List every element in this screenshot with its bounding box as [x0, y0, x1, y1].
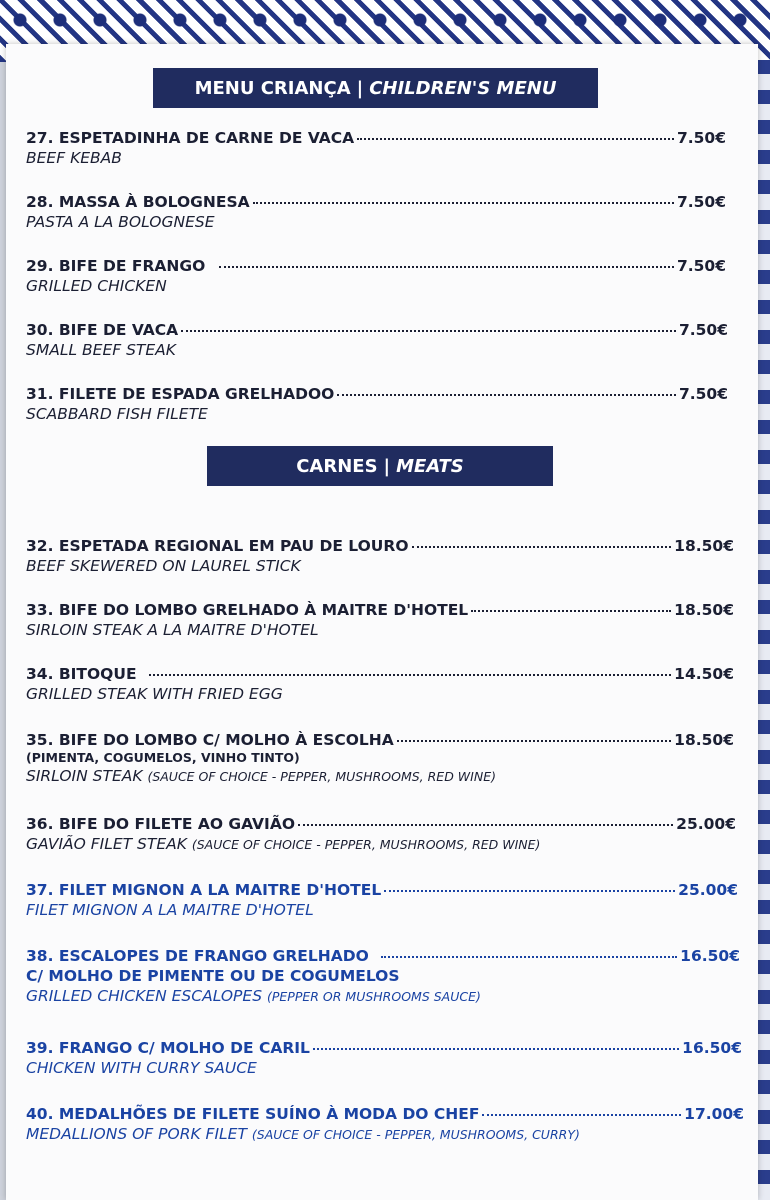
item-name: 34. BITOQUE — [26, 665, 137, 683]
item-price: 7.50€ — [676, 193, 726, 211]
item-english-name: FILET MIGNON A LA MAITRE D'HOTEL — [26, 901, 314, 919]
menu-item — [26, 128, 726, 169]
section-title-pt: MENU CRIANÇA — [194, 77, 351, 99]
item-price: 25.00€ — [678, 881, 738, 899]
item-price: 14.50€ — [674, 665, 734, 683]
item-sub-description: (PIMENTA, COGUMELOS, VINHO TINTO) — [26, 750, 300, 765]
item-english-name: PASTA A LA BOLOGNESE — [26, 213, 215, 231]
dot-leader — [412, 546, 672, 548]
menu-item — [26, 880, 738, 921]
item-english-name: SCABBARD FISH FILETE — [26, 405, 208, 423]
item-english-name: GRILLED CHICKEN ESCALOPES — [26, 987, 263, 1005]
menu-item — [26, 730, 734, 787]
item-english-name: BEEF SKEWERED ON LAUREL STICK — [26, 557, 301, 575]
dot-leader — [298, 824, 673, 826]
section-banner-meats — [207, 446, 553, 486]
item-english-name: SIRLOIN STEAK A LA MAITRE D'HOTEL — [26, 621, 319, 639]
dot-leader — [149, 674, 672, 676]
menu-item — [26, 1038, 742, 1079]
dot-leader — [219, 266, 674, 268]
item-price: 18.50€ — [674, 537, 734, 555]
item-english-name: SIRLOIN STEAK — [26, 767, 143, 785]
item-english-note: (SAUCE OF CHOICE - PEPPER, MUSHROOMS, RED WINE) — [147, 769, 496, 784]
item-price: 18.50€ — [674, 601, 734, 619]
menu-item — [26, 1104, 744, 1145]
item-name: 29. BIFE DE FRANGO — [26, 257, 206, 275]
dot-leader — [471, 610, 671, 612]
item-name: 37. FILET MIGNON A LA MAITRE D'HOTEL — [26, 881, 382, 899]
item-name: 30. BIFE DE VACA — [26, 321, 179, 339]
menu-item — [26, 320, 728, 361]
menu-item — [26, 384, 728, 425]
item-english-note: (SAUCE OF CHOICE - PEPPER, MUSHROOMS, RED WINE) — [191, 837, 541, 852]
item-price: 25.00€ — [676, 815, 736, 833]
menu-item — [26, 814, 736, 855]
item-sub-description: C/ MOLHO DE PIMENTE OU DE COGUMELOS — [26, 967, 400, 985]
dot-leader — [337, 394, 676, 396]
item-name: 38. ESCALOPES DE FRANGO GRELHADO — [26, 947, 369, 965]
item-price: 16.50€ — [682, 1039, 742, 1057]
item-name: 39. FRANGO C/ MOLHO DE CARIL — [26, 1039, 310, 1057]
item-english-note: (SAUCE OF CHOICE - PEPPER, MUSHROOMS, CURRY) — [251, 1127, 580, 1142]
item-name: 36. BIFE DO FILETE AO GAVIÃO — [26, 815, 295, 833]
item-english-name: BEEF KEBAB — [26, 149, 122, 167]
item-english-name: CHICKEN WITH CURRY SAUCE — [26, 1059, 257, 1077]
dot-leader — [482, 1114, 681, 1116]
item-english-note: (PEPPER OR MUSHROOMS SAUCE) — [266, 989, 481, 1004]
dot-leader — [357, 138, 674, 140]
dot-leader — [397, 740, 671, 742]
item-english-name: MEDALLIONS OF PORK FILET — [26, 1125, 247, 1143]
item-name: 32. ESPETADA REGIONAL EM PAU DE LOURO — [26, 537, 409, 555]
item-english-name: GAVIÃO FILET STEAK — [26, 835, 187, 853]
item-price: 16.50€ — [680, 947, 740, 965]
item-name: 35. BIFE DO LOMBO C/ MOLHO À ESCOLHA — [26, 731, 394, 749]
menu-item — [26, 946, 740, 1007]
item-name: 28. MASSA À BOLOGNESA — [26, 193, 250, 211]
menu-item — [26, 256, 726, 297]
menu-item — [26, 192, 726, 233]
item-name: 40. MEDALHÕES DE FILETE SUÍNO À MODA DO CHEF — [26, 1105, 480, 1123]
dot-leader — [313, 1048, 679, 1050]
item-price: 7.50€ — [678, 321, 728, 339]
menu-item — [26, 600, 734, 641]
item-price: 18.50€ — [674, 731, 734, 749]
section-title-en: MEATS — [396, 455, 464, 477]
section-title-pt: CARNES — [296, 455, 378, 477]
item-name: 31. FILETE DE ESPADA GRELHADOO — [26, 385, 335, 403]
section-banner-children — [153, 68, 598, 108]
item-english-name: GRILLED STEAK WITH FRIED EGG — [26, 685, 283, 703]
section-separator: | — [356, 77, 364, 99]
item-english-name: SMALL BEEF STEAK — [26, 341, 176, 359]
menu-item — [26, 536, 734, 577]
item-price: 7.50€ — [678, 385, 728, 403]
tile-edge-right — [758, 60, 770, 1200]
item-english-name: GRILLED CHICKEN — [26, 277, 167, 295]
item-price: 7.50€ — [676, 129, 726, 147]
section-separator: | — [383, 455, 391, 477]
dot-leader — [181, 330, 676, 332]
menu-item — [26, 664, 734, 705]
section-title-en: CHILDREN'S MENU — [369, 77, 557, 99]
item-price: 7.50€ — [676, 257, 726, 275]
item-price: 17.00€ — [684, 1105, 744, 1123]
dot-leader — [253, 202, 674, 204]
item-name: 27. ESPETADINHA DE CARNE DE VACA — [26, 129, 355, 147]
dot-leader — [381, 956, 677, 958]
dot-leader — [384, 890, 675, 892]
item-name: 33. BIFE DO LOMBO GRELHADO À MAITRE D'HOTEL — [26, 601, 469, 619]
